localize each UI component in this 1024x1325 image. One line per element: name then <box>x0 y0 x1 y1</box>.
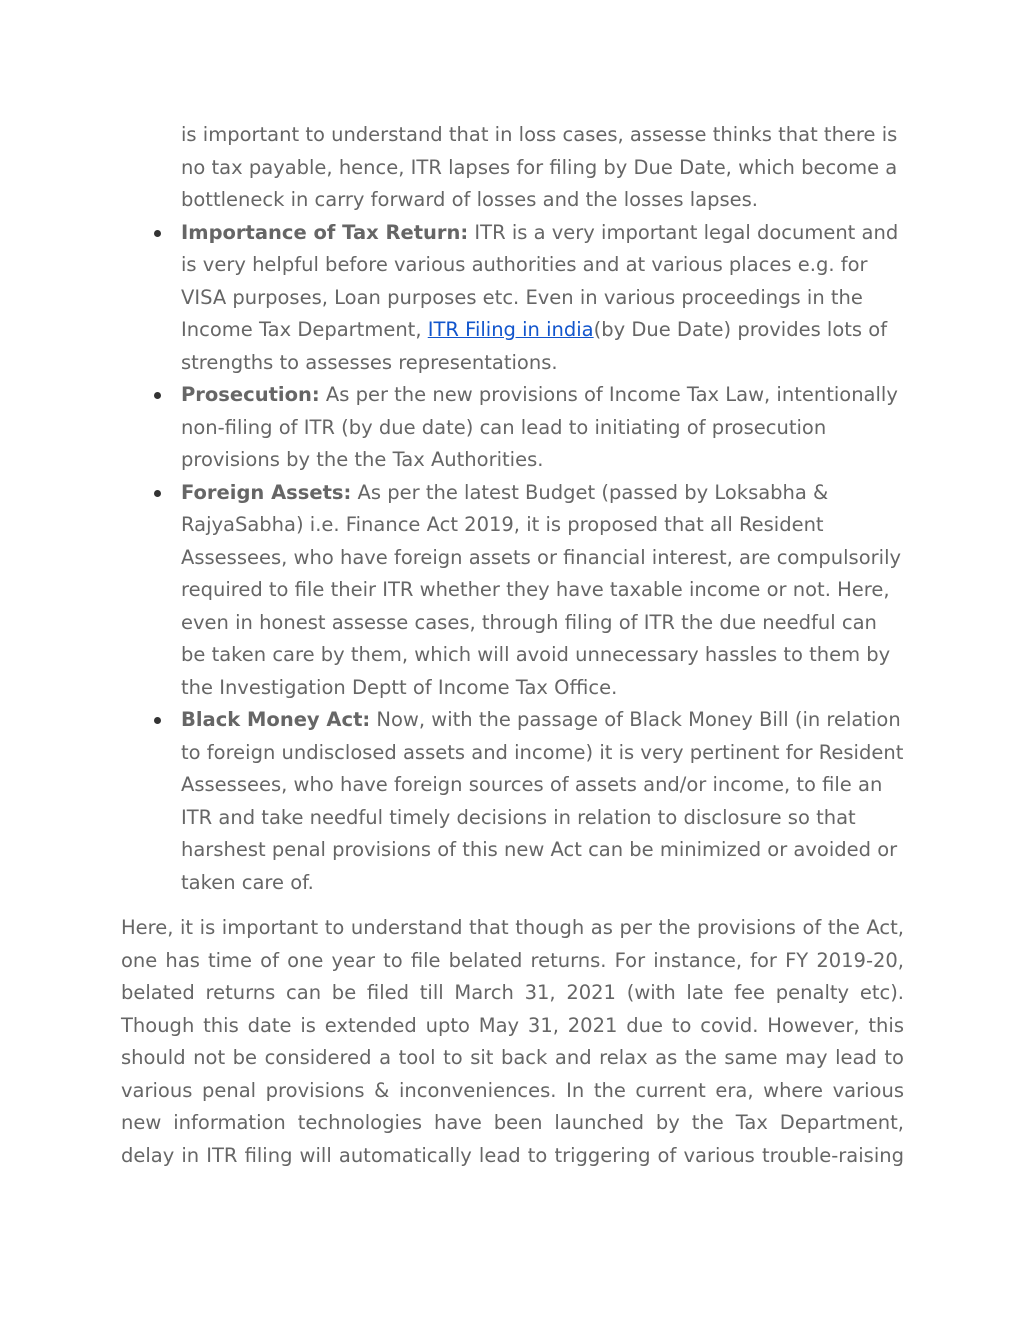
continued-list-item <box>181 119 904 217</box>
continuation-text: is important to understand that in loss cases, assesse thinks that there is no tax payable, hence, ITR lapses for filing by Due Date, which become a bottleneck in carry forward of losses and the losses lapses. <box>181 123 898 211</box>
bullet-text: As per the new provisions of Income Tax Law, intentionally non-filing of ITR (by due date) can lead to initiating of prosecution provisions by the the Tax Authorities. <box>181 383 898 471</box>
itr-filing-link[interactable]: ITR Filing in india <box>427 318 594 341</box>
bullet-text: ITR is a very important legal document and is very helpful before various authorities and at various places e.g. for VISA purposes, Loan purposes etc. Even in various proceedings in the Income Tax Department, <box>181 220 899 341</box>
bullet-list <box>121 119 904 899</box>
bullet-text-after-link: (by Due Date) provides lots of strengths to assesses representations. <box>181 318 888 374</box>
bullet-title: Black Money Act: <box>181 708 371 731</box>
bullet-text: As per the latest Budget (passed by Loksabha & RajyaSabha) i.e. Finance Act 2019, it is proposed that all Resident Assessees, who have foreign assets or financial interest, are compulsorily required to file their ITR whether they have taxable income or not. Here, even in honest assesse cases, through filing of ITR the due needful can be taken care by them, which will avoid unnecessary hassles to them by the Investigation Deptt of Income Tax Office. <box>181 480 902 699</box>
bullet-black-money-act <box>181 704 904 899</box>
document-page <box>121 119 904 1172</box>
bullet-title: Foreign Assets: <box>181 480 352 504</box>
bullet-prosecution <box>181 379 904 477</box>
bullet-title: Importance of Tax Return: <box>181 220 469 244</box>
bullet-text: Now, with the passage of Black Money Bill (in relation to foreign undisclosed assets and income) it is very pertinent for Resident Assessees, who have foreign sources of assets and/or income, to file an ITR and take needful timely decisions in relation to disclosure so that harshest penal provisions of this new Act can be minimized or avoided or taken care of. <box>181 708 904 894</box>
bullet-title: Prosecution: <box>181 383 320 406</box>
bullet-foreign-assets <box>181 477 904 705</box>
bullet-importance-of-tax-return <box>181 217 904 380</box>
body-paragraph: Here, it is important to understand that though as per the provisions of the Act, one has time of one year to file belated returns. For instance, for FY 2019-20, belated returns can be filed till March 31, 2021 (with late fee penalty etc). Though this date is extended upto May 31, 2021 due to covid. However, this should not be considered a tool to sit back and relax as the same may lead to various penal provisions & inconveniences. In the current era, where various new information technologies have been launched by the Tax Department, delay in ITR filing will automatically lead to triggering of various trouble-raising <box>121 916 904 1167</box>
